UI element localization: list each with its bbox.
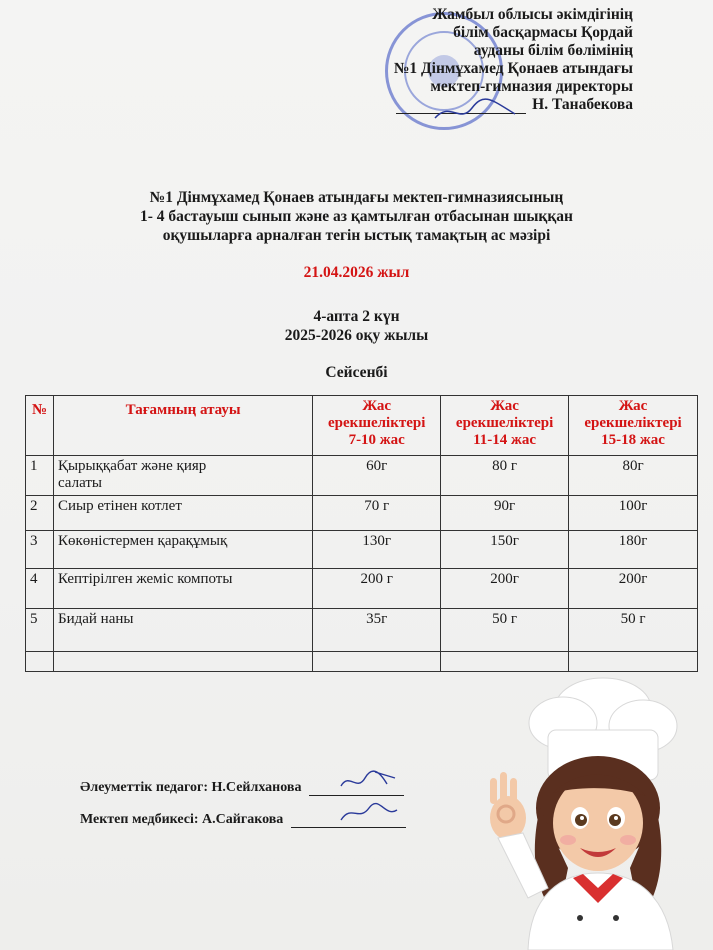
dish-name-line: салаты [57,475,102,491]
dish-name-line: Кептірілген жеміс компоты [57,571,233,587]
table-row [26,456,698,496]
header-age-7-10 [313,396,441,456]
dish-name [53,609,312,652]
weekday-name: Сейсенбі [325,364,388,381]
header-text: Жас [618,398,648,414]
header-text: Жас [362,398,392,414]
header-age-15-18 [569,396,698,456]
dish-name-line: Көкөністермен қарақұмық [57,533,228,549]
header-text: ерекшеліктері [455,415,554,431]
approval-line: ауданы білім бөлімінің [473,42,633,59]
portion-11-14: 150г [441,531,569,569]
week-day: 4-апта 2 күн [313,308,400,325]
portion-11-14: 80 г [441,456,569,496]
dish-name [53,531,312,569]
pedagogue-signature [335,768,405,794]
dish-name-line: Бидай наны [57,611,134,627]
approval-line: Жамбыл облысы әкімдігінің [432,6,633,23]
header-name: Тағамның атауы [53,396,312,456]
header-text: 7-10 жас [348,432,405,448]
header-text: 15-18 жас [601,432,665,448]
table-row [26,531,698,569]
table-row [26,569,698,609]
approval-line: №1 Дінмұхамед Қонаев атындағы [393,60,633,77]
chef-illustration [468,668,713,950]
portion-15-18: 80г [569,456,698,496]
title-line: 1- 4 бастауыш сынып және аз қамтылған отбасынан шыққан [140,208,573,225]
director-signature [430,96,520,126]
portion-7-10: 60г [313,456,441,496]
menu-date: 21.04.2026 жыл [303,264,410,281]
portion-15-18: 200г [569,569,698,609]
portion-11-14: 200г [441,569,569,609]
menu-table [25,395,698,672]
row-num: 4 [26,569,54,609]
table-header-row [26,396,698,456]
dish-name [53,456,312,496]
portion-11-14: 50 г [441,609,569,652]
portion-7-10: 70 г [313,496,441,531]
approval-line: білім басқармасы Қордай [453,24,633,41]
title-line: №1 Дінмұхамед Қонаев атындағы мектеп-гимназиясының [149,189,564,206]
portion-7-10: 200 г [313,569,441,609]
week-info [0,307,713,345]
header-age-11-14 [441,396,569,456]
portion-15-18: 50 г [569,609,698,652]
pedagogue-name: Әлеуметтік педагог: Н.Сейлханова [80,780,302,795]
portion-7-10: 35г [313,609,441,652]
header-text: Жас [490,398,519,414]
table-row [26,496,698,531]
dish-name-line: Сиыр етінен котлет [57,498,182,514]
menu-title [0,188,713,245]
dish-name-line: Қырыққабат және қияр [57,458,207,474]
nurse-name: Мектеп медбикесі: А.Сайгакова [80,812,284,827]
portion-15-18: 100г [569,496,698,531]
portion-7-10: 130г [313,531,441,569]
academic-year: 2025-2026 оқу жылы [284,327,429,344]
portion-11-14: 90г [441,496,569,531]
dish-name [53,569,312,609]
nurse-signature [335,800,405,826]
director-name: Н. Танабекова [532,96,633,113]
approval-line: мектеп-гимназия директоры [430,78,633,95]
table-row [26,609,698,652]
row-num: 1 [26,456,54,496]
title-line: оқушыларға арналған тегін ыстық тамақтың ас мәзірі [162,227,551,244]
header-text: 11-14 жас [473,432,537,448]
row-num: 3 [26,531,54,569]
header-text: ерекшеліктері [328,415,426,431]
dish-name [53,496,312,531]
row-num: 5 [26,609,54,652]
portion-15-18: 180г [569,531,698,569]
row-num: 2 [26,496,54,531]
header-text: ерекшеліктері [584,415,682,431]
header-num: № [26,396,54,456]
